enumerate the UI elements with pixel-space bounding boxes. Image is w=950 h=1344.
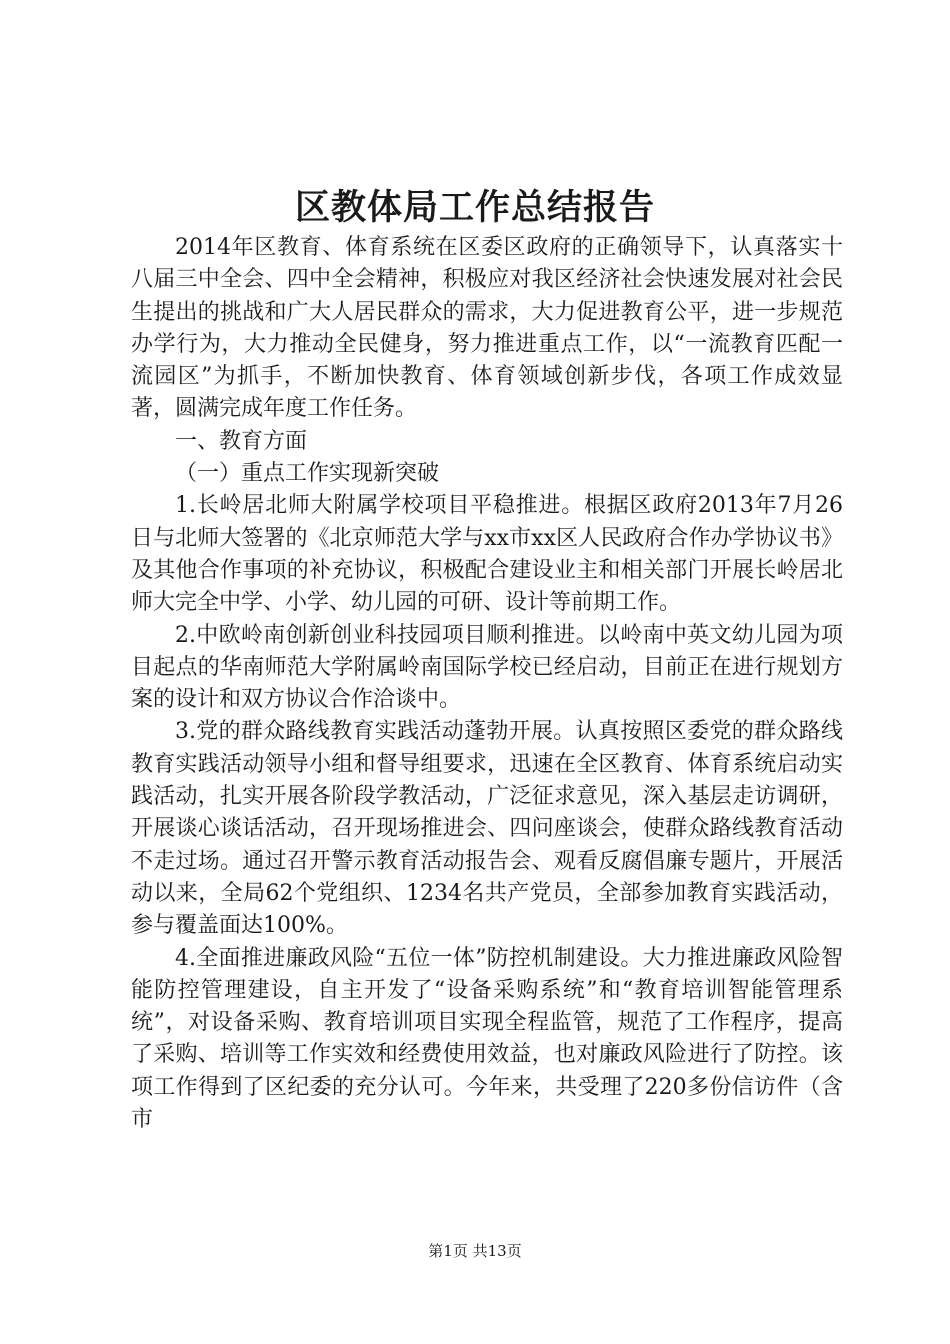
item-paragraph-3: 3.党的群众路线教育实践活动蓬勃开展。认真按照区委党的群众路线教育实践活动领导小组和督导组要求，迅速在全区教育、体育系统启动实践活动，扎实开展各阶段学教活动，广泛征求意见，深入基层走访调研，开展谈心谈话活动，召开现场推进会、四问座谈会，使群众路线教育活动不走过场。通过召开警示教育活动报告会、观看反腐倡廉专题片，开展活动以来，全局62个党组织、1234名共产党员，全部参加教育实践活动，参与覆盖面达100%。 — [131, 719, 843, 939]
document-title: 区教体局工作总结报告 — [294, 187, 655, 228]
section-heading: 一、教育方面 — [175, 428, 308, 454]
item-paragraph-2: 2.中欧岭南创新创业科技园项目顺利推进。以岭南中英文幼儿园为项目起点的华南师范大学附属岭南国际学校已经启动，目前正在进行规划方案的设计和双方协议合作洽谈中。 — [131, 622, 843, 713]
subsection-heading: （一）重点工作实现新突破 — [175, 461, 440, 487]
intro-paragraph: 2014年区教育、体育系统在区委区政府的正确领导下，认真落实十八届三中全会、四中全会精神，积极应对我区经济社会快速发展对社会民生提出的挑战和广大人居民群众的需求，大力促进教育公平，进一步规范办学行为，大力推动全民健身，努力推进重点工作，以“一流教育匹配一流园区”为抓手，不断加快教育、体育领域创新步伐，各项工作成效显著，圆满完成年度工作任务。 — [131, 235, 843, 422]
item-paragraph-4: 4.全面推进廉政风险“五位一体”防控机制建设。大力推进廉政风险智能防控管理建设，自主开发了“设备采购系统”和“教育培训智能管理系统”，对设备采购、教育培训项目实现全程监管，规范了工作程序，提高了采购、培训等工作实效和经费使用效益，也对廉政风险进行了防控。该项工作得到了区纪委的充分认可。今年来，共受理了220多份信访件（含市 — [131, 945, 843, 1133]
document-body — [131, 232, 843, 1136]
item-paragraph-1: 1.长岭居北师大附属学校项目平稳推进。根据区政府2013年7月26日与北师大签署的《北京师范大学与xx市xx区人民政府合作办学协议书》及其他合作事项的补充协议，积极配合建设业主和相关部门开展长岭居北师大完全中学、小学、幼儿园的可研、设计等前期工作。 — [131, 493, 843, 616]
page-footer: 第1页 共13页 — [428, 1242, 522, 1260]
